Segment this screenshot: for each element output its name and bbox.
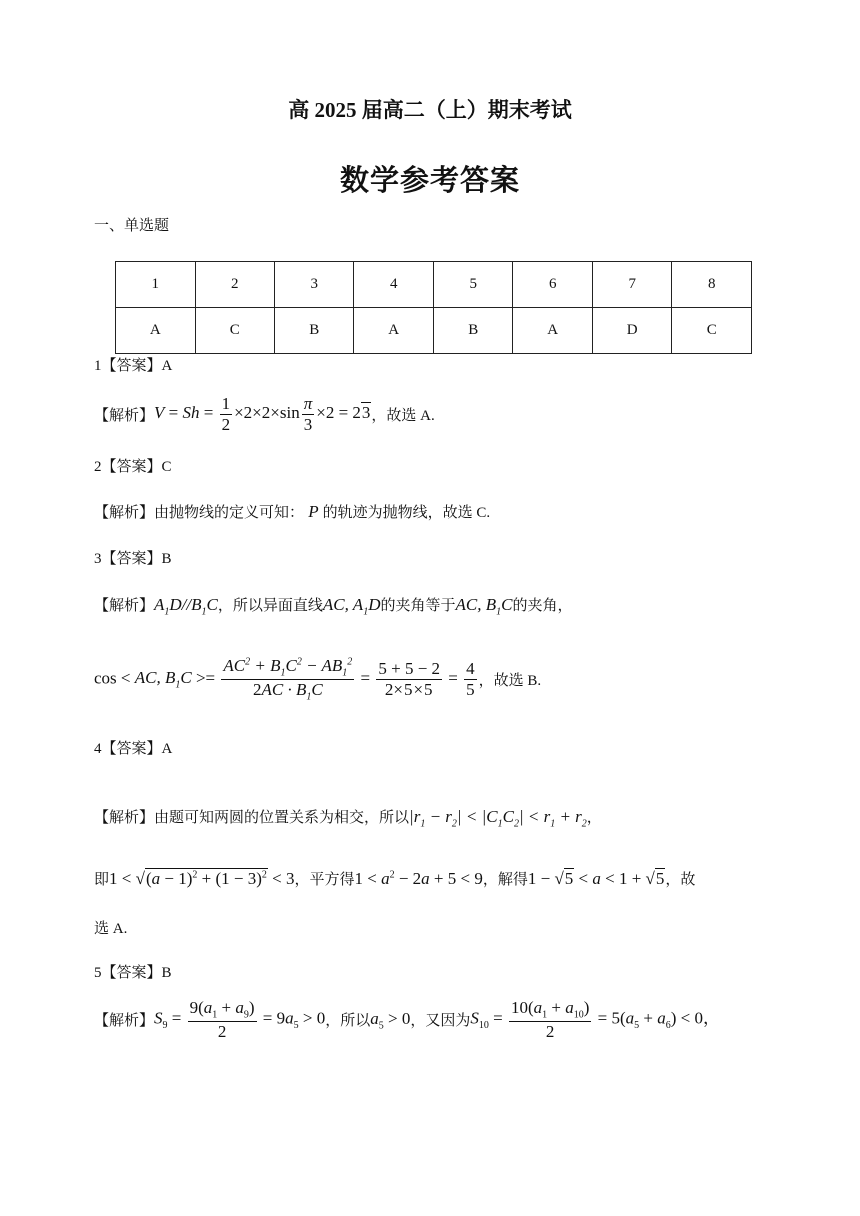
solution-conclusion: ，故选 A. (371, 407, 435, 424)
formula-lines: AC, $B_1C$ (455, 595, 513, 618)
table-cell: A (116, 308, 196, 354)
solution-1 (94, 394, 435, 434)
solution-4-line-1: 【解析】由题可知两圆的位置关系为相交，所以$|r_1 - r_2| < |C_1C_2| < r_1 + r_2$， (94, 807, 602, 830)
table-cell: 1 (116, 262, 196, 308)
solution-text: 即 (94, 872, 110, 888)
solution-text: ，所以异面直线 (217, 598, 323, 614)
table-cell: 6 (513, 262, 593, 308)
table-cell: 5 (433, 262, 512, 308)
solution-label: 【解析】 (94, 810, 155, 826)
formula-lines: AC, $A_1D$ (322, 595, 381, 618)
formula-range: 1 − √5 < a < 1 + √5 (527, 869, 665, 888)
answer-2-heading: 2【答案】C (94, 459, 172, 475)
solution-text: 由抛物线的定义可知： (154, 505, 305, 521)
table-cell: B (433, 308, 512, 354)
table-cell: 4 (354, 262, 434, 308)
formula-point: P (304, 502, 323, 521)
answer-4-heading: 4【答案】A (94, 741, 173, 757)
table-cell: A (354, 308, 434, 354)
solution-3-line-2 (94, 656, 541, 703)
formula-volume: V = Sh = $\frac{1}{2}$ ×2×2×sin $\frac{\pi}{3}$ ×2 = 23 (154, 394, 371, 434)
solution-text: 由题可知两圆的位置关系为相交，所以 (154, 810, 410, 826)
formula-cosine: cos < AC, $B_1C$ >= $\frac{AC^2 + B_1C^2 - AB_1^2}{2AC \cdot B_1C}$ = $\frac{5 + 5 - 2}{2\times 5\times 5}$ = $\frac{4}{5}$ (94, 656, 475, 703)
table-cell: D (592, 308, 672, 354)
solution-2 (94, 501, 490, 522)
table-cell: 3 (274, 262, 353, 308)
formula-radius-condition: $|r_1 - r_2| < |C_1C_2| < r_1 + r_2$ (409, 807, 587, 830)
solution-3-line-1 (94, 594, 572, 617)
document-title: 数学参考答案 (339, 165, 520, 197)
solution-text: ，解得 (482, 872, 528, 888)
solution-text: ，故 (665, 872, 696, 888)
solution-label: 【解析】 (94, 598, 155, 614)
formula-a5: $a_5 > 0$ (370, 1008, 411, 1031)
solution-label: 【解析】 (94, 1013, 155, 1030)
solution-4-line-2 (94, 868, 695, 889)
table-cell: C (672, 308, 752, 354)
formula-parallel: $A_1D//B_1C$ (154, 595, 218, 618)
table-cell: 7 (592, 262, 672, 308)
table-cell: 2 (195, 262, 274, 308)
solution-label: 【解析】 (94, 505, 155, 521)
exam-title: 高 2025 届高二（上）期末考试 (288, 98, 572, 122)
answer-table (115, 261, 752, 354)
solution-text: 的夹角， (512, 598, 573, 614)
solution-5 (94, 998, 720, 1041)
answer-1-heading: 1【答案】A (94, 358, 173, 374)
table-cell: A (513, 308, 593, 354)
solution-text: 的夹角等于 (380, 598, 456, 614)
formula-s10: $S_{10}$ = $\frac{10(a_1 + a_{10})}{2}$ = $5(a_5 + a_6) < 0$， (470, 998, 720, 1041)
solution-conclusion: ，故选 B. (478, 672, 542, 689)
solution-text: ，所以 (325, 1013, 371, 1030)
table-cell: B (274, 308, 353, 354)
solution-text: 的轨迹为抛物线，故选 C. (322, 505, 491, 521)
solution-4-line-3: 选 A. (94, 921, 128, 937)
table-cell: C (195, 308, 274, 354)
answer-3-heading: 3【答案】B (94, 551, 172, 567)
formula-distance: $1 < √(a - 1)^2 + (1 - 3)^2 < 3$ (109, 869, 295, 888)
formula-s9: $S_9$ = $\frac{9(a_1 + a_9)}{2}$ = $9a_5 > 0$ (154, 998, 326, 1041)
solution-text: ，平方得 (294, 872, 355, 888)
solution-label: 【解析】 (94, 407, 155, 424)
section-heading: 一、单选题 (94, 218, 170, 234)
table-row-numbers (116, 262, 752, 308)
answer-5-heading: 5【答案】B (94, 965, 172, 981)
table-row-answers (116, 308, 752, 354)
table-cell: 8 (672, 262, 752, 308)
solution-text: ，又因为 (410, 1013, 471, 1030)
formula-square: $1 < a^2 - 2a + 5 < 9$ (354, 869, 483, 888)
